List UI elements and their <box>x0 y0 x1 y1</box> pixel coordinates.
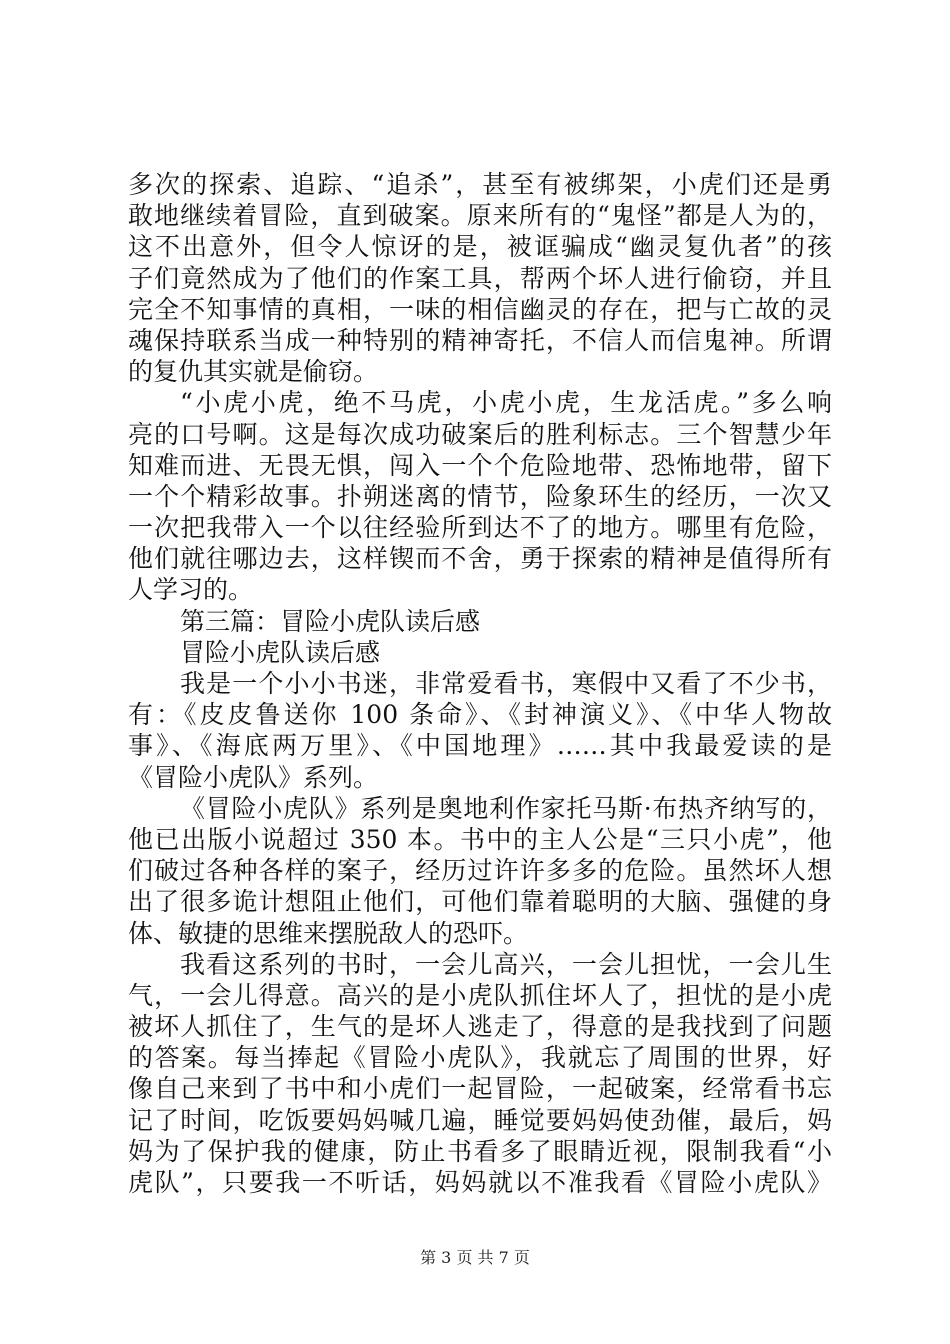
text-line: 出了很多诡计想阻止他们，可他们靠着聪明的大脑、强健的身 <box>128 887 832 917</box>
text-line: 一个个精彩故事。扑朔迷离的情节，险象环生的经历，一次又 <box>128 481 832 511</box>
text-line: 多次的探索、追踪、“追杀”，甚至有被绑架，小虎们还是勇 <box>128 170 832 199</box>
text-line: 虎队”，只要我一不听话，妈妈就以不准我看《冒险小虎队》 <box>128 1168 832 1197</box>
text-line: 完全不知事情的真相，一味的相信幽灵的存在，把与亡故的灵 <box>128 294 832 324</box>
text-line: 亮的口号啊。这是每次成功破案后的胜利标志。三个智慧少年 <box>128 419 832 449</box>
text-line: 有：《皮皮鲁送你 100 条命》、《封神演义》、《中华人物故 <box>128 700 832 730</box>
text-line: 体、敏捷的思维来摆脱敌人的恐吓。 <box>128 918 529 948</box>
text-line: 像自己来到了书中和小虎们一起冒险，一起破案，经常看书忘 <box>128 1074 832 1104</box>
text-line: 知难而进、无畏无惧，闯入一个个危险地带、恐怖地带，留下 <box>128 450 832 480</box>
text-line: 的答案。每当捧起《冒险小虎队》，我就忘了周围的世界，好 <box>128 1043 832 1073</box>
text-line: 他们就往哪边去，这样锲而不舍，勇于探索的精神是值得所有 <box>128 544 832 574</box>
text-line: 《冒险小虎队》系列是奥地利作家托马斯·布热齐纳写的， <box>180 793 832 823</box>
text-line: 他已出版小说超过 350 本。书中的主人公是“三只小虎”，他 <box>128 824 832 854</box>
text-line: 冒险小虎队读后感 <box>180 637 381 667</box>
document-body <box>128 169 832 1198</box>
text-line: 子们竟然成为了他们的作案工具，帮两个坏人进行偷窃，并且 <box>128 263 832 293</box>
text-line: 敢地继续着冒险，直到破案。原来所有的“鬼怪”都是人为的， <box>128 201 832 231</box>
text-line: 魂保持联系当成一种特别的精神寄托，不信人而信鬼神。所谓 <box>128 325 832 355</box>
text-line: 人学习的。 <box>128 575 254 605</box>
page-footer: 第 3 页 共 7 页 <box>420 1248 530 1267</box>
text-line: 我看这系列的书时，一会儿高兴，一会儿担忧，一会儿生 <box>180 949 832 979</box>
text-line: 第三篇：冒险小虎队读后感 <box>180 606 481 636</box>
text-line: 事》、《海底两万里》、《中国地理》……其中我最爱读的是 <box>128 731 832 761</box>
text-line: 我是一个小小书迷，非常爱看书，寒假中又看了不少书， <box>180 669 832 698</box>
text-line: 们破过各种各样的案子，经历过许许多多的危险。虽然坏人想 <box>128 856 832 886</box>
text-line: 《冒险小虎队》系列。 <box>128 762 379 792</box>
text-line: 的复仇其实就是偷窃。 <box>128 357 379 387</box>
text-line: 记了时间，吃饭要妈妈喊几遍，睡觉要妈妈使劲催，最后，妈 <box>128 1105 832 1135</box>
text-line: 气，一会儿得意。高兴的是小虎队抓住坏人了，担忧的是小虎 <box>128 980 832 1010</box>
text-line: 一次把我带入一个以往经验所到达不了的地方。哪里有危险， <box>128 513 832 543</box>
text-line: “小虎小虎，绝不马虎，小虎小虎，生龙活虎。”多么响 <box>180 388 832 418</box>
text-line: 妈为了保护我的健康，防止书看多了眼睛近视，限制我看“小 <box>128 1136 832 1166</box>
text-line: 被坏人抓住了，生气的是坏人逃走了，得意的是我找到了问题 <box>128 1012 832 1042</box>
text-line: 这不出意外，但令人惊讶的是，被诓骗成“幽灵复仇者”的孩 <box>128 232 832 262</box>
